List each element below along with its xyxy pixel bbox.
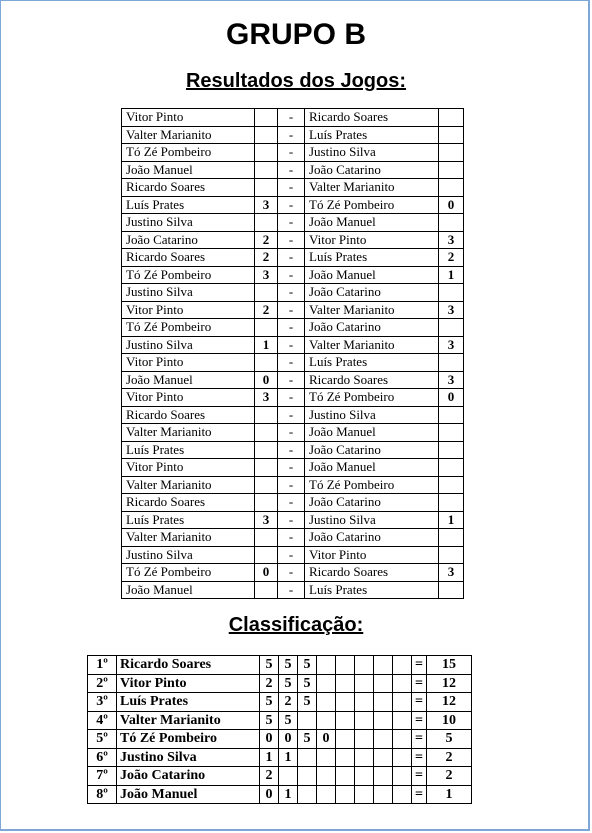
standings-points-cell: 5 [298, 693, 317, 712]
standings-points-cell: 0 [317, 730, 336, 749]
standings-points-cell [374, 711, 393, 730]
standings-points-cell: 0 [279, 730, 298, 749]
standings-position: 1º [88, 656, 117, 675]
standings-points-cell [355, 785, 374, 804]
match-row [122, 371, 464, 389]
standings-table [87, 655, 472, 804]
match-home-team: Vitor Pinto [122, 301, 255, 319]
standings-points-cell [298, 748, 317, 767]
standings-player: Vitor Pinto [117, 674, 260, 693]
match-home-team: Valter Marianito [122, 476, 255, 494]
match-home-score [255, 546, 278, 564]
match-away-score [439, 214, 464, 232]
standings-player: Tó Zé Pombeiro [117, 730, 260, 749]
standings-points-cell [317, 748, 336, 767]
match-home-score: 2 [255, 231, 278, 249]
standings-equals: = [412, 785, 427, 804]
match-home-score [255, 441, 278, 459]
results-heading: Resultados dos Jogos: [185, 70, 407, 92]
standings-points-cell [317, 656, 336, 675]
match-separator: - [278, 354, 305, 372]
standings-points-cell: 5 [260, 711, 279, 730]
match-home-score [255, 529, 278, 547]
match-home-score [255, 406, 278, 424]
match-separator: - [278, 231, 305, 249]
standings-row [88, 785, 472, 804]
match-separator: - [278, 144, 305, 162]
match-home-team: João Manuel [122, 371, 255, 389]
standings-points-cell: 5 [279, 656, 298, 675]
match-home-score [255, 126, 278, 144]
match-row [122, 284, 464, 302]
match-row [122, 494, 464, 512]
standings-points-cell [317, 674, 336, 693]
match-away-score [439, 529, 464, 547]
standings-points-cell [298, 711, 317, 730]
standings-equals: = [412, 674, 427, 693]
standings-player: Valter Marianito [117, 711, 260, 730]
match-away-team: Luís Prates [305, 126, 439, 144]
match-away-team: Justino Silva [305, 406, 439, 424]
standings-points-cell [355, 693, 374, 712]
match-separator: - [278, 371, 305, 389]
match-row [122, 301, 464, 319]
match-home-team: Tó Zé Pombeiro [122, 266, 255, 284]
match-home-team: Justino Silva [122, 546, 255, 564]
match-separator: - [278, 214, 305, 232]
standings-row [88, 656, 472, 675]
standings-points-cell [393, 711, 412, 730]
match-row [122, 459, 464, 477]
standings-points-cell [355, 656, 374, 675]
standings-points-cell: 5 [298, 730, 317, 749]
match-row [122, 196, 464, 214]
standings-points-cell [393, 693, 412, 712]
standings-equals: = [412, 693, 427, 712]
match-row [122, 581, 464, 599]
match-row [122, 109, 464, 127]
match-row [122, 179, 464, 197]
match-away-score [439, 441, 464, 459]
match-away-team: Luís Prates [305, 581, 439, 599]
match-home-team: Luís Prates [122, 511, 255, 529]
standings-points-cell: 1 [260, 748, 279, 767]
standings-points-cell [336, 674, 355, 693]
standings-total: 10 [427, 711, 472, 730]
match-row [122, 529, 464, 547]
match-away-score [439, 126, 464, 144]
classification-heading: Classificação: [228, 614, 364, 636]
match-away-team: João Catarino [305, 529, 439, 547]
match-away-score: 3 [439, 564, 464, 582]
match-separator: - [278, 301, 305, 319]
match-home-score: 2 [255, 249, 278, 267]
match-home-score: 3 [255, 266, 278, 284]
match-row [122, 319, 464, 337]
match-home-team: Luís Prates [122, 196, 255, 214]
match-row [122, 511, 464, 529]
standings-position: 3º [88, 693, 117, 712]
results-table [121, 108, 464, 599]
match-away-score: 3 [439, 231, 464, 249]
match-home-team: João Catarino [122, 231, 255, 249]
standings-equals: = [412, 748, 427, 767]
match-row [122, 424, 464, 442]
standings-points-cell: 5 [279, 711, 298, 730]
standings-points-cell: 2 [260, 767, 279, 786]
standings-total: 5 [427, 730, 472, 749]
match-home-team: Vitor Pinto [122, 109, 255, 127]
match-away-score [439, 494, 464, 512]
match-separator: - [278, 109, 305, 127]
match-row [122, 406, 464, 424]
match-home-score [255, 179, 278, 197]
standings-points-cell: 2 [260, 674, 279, 693]
match-home-score [255, 581, 278, 599]
match-away-team: João Catarino [305, 441, 439, 459]
standings-points-cell [298, 767, 317, 786]
match-separator: - [278, 161, 305, 179]
match-separator: - [278, 459, 305, 477]
match-away-score [439, 459, 464, 477]
match-home-score: 0 [255, 564, 278, 582]
match-home-team: Justino Silva [122, 214, 255, 232]
standings-position: 8º [88, 785, 117, 804]
standings-player: Luís Prates [117, 693, 260, 712]
standings-points-cell [317, 767, 336, 786]
match-separator: - [278, 336, 305, 354]
match-separator: - [278, 406, 305, 424]
match-away-team: Justino Silva [305, 144, 439, 162]
match-separator: - [278, 564, 305, 582]
standings-points-cell: 5 [298, 674, 317, 693]
standings-points-cell [336, 656, 355, 675]
standings-total: 12 [427, 693, 472, 712]
standings-player: Justino Silva [117, 748, 260, 767]
match-home-team: João Manuel [122, 161, 255, 179]
standings-points-cell [336, 730, 355, 749]
match-row [122, 231, 464, 249]
match-home-team: Valter Marianito [122, 126, 255, 144]
standings-points-cell: 1 [279, 748, 298, 767]
standings-row [88, 748, 472, 767]
match-away-team: Tó Zé Pombeiro [305, 389, 439, 407]
match-away-score [439, 109, 464, 127]
match-away-team: Valter Marianito [305, 301, 439, 319]
match-home-team: Ricardo Soares [122, 179, 255, 197]
match-away-team: João Catarino [305, 284, 439, 302]
match-away-team: João Manuel [305, 459, 439, 477]
match-row [122, 441, 464, 459]
match-home-score: 3 [255, 389, 278, 407]
match-separator: - [278, 266, 305, 284]
standings-equals: = [412, 730, 427, 749]
match-home-team: João Manuel [122, 581, 255, 599]
match-separator: - [278, 581, 305, 599]
match-home-score [255, 214, 278, 232]
standings-points-cell [336, 693, 355, 712]
standings-total: 2 [427, 767, 472, 786]
match-home-score: 1 [255, 336, 278, 354]
match-away-score [439, 424, 464, 442]
match-separator: - [278, 546, 305, 564]
standings-points-cell [336, 711, 355, 730]
match-separator: - [278, 284, 305, 302]
match-home-team: Justino Silva [122, 336, 255, 354]
match-home-score [255, 109, 278, 127]
standings-points-cell [393, 674, 412, 693]
standings-points-cell [355, 767, 374, 786]
standings-points-cell [374, 656, 393, 675]
match-home-score [255, 459, 278, 477]
standings-points-cell [374, 767, 393, 786]
standings-points-cell: 1 [279, 785, 298, 804]
match-row [122, 389, 464, 407]
standings-points-cell: 5 [260, 656, 279, 675]
match-home-team: Tó Zé Pombeiro [122, 564, 255, 582]
match-away-score [439, 354, 464, 372]
standings-points-cell [355, 674, 374, 693]
match-away-score: 0 [439, 389, 464, 407]
match-away-team: Justino Silva [305, 511, 439, 529]
match-row [122, 249, 464, 267]
standings-points-cell [374, 785, 393, 804]
match-separator: - [278, 126, 305, 144]
match-home-score [255, 424, 278, 442]
match-away-team: Valter Marianito [305, 179, 439, 197]
standings-row [88, 693, 472, 712]
match-row [122, 476, 464, 494]
match-away-team: Vitor Pinto [305, 546, 439, 564]
standings-points-cell [279, 767, 298, 786]
match-away-team: Ricardo Soares [305, 109, 439, 127]
match-separator: - [278, 249, 305, 267]
match-home-team: Justino Silva [122, 284, 255, 302]
match-away-team: João Manuel [305, 266, 439, 284]
standings-points-cell [355, 711, 374, 730]
match-home-team: Tó Zé Pombeiro [122, 319, 255, 337]
standings-row [88, 711, 472, 730]
standings-points-cell [393, 730, 412, 749]
match-away-score [439, 546, 464, 564]
match-home-team: Ricardo Soares [122, 249, 255, 267]
match-home-team: Vitor Pinto [122, 389, 255, 407]
match-away-team: João Catarino [305, 161, 439, 179]
match-away-team: Tó Zé Pombeiro [305, 476, 439, 494]
match-away-score: 3 [439, 336, 464, 354]
match-row [122, 354, 464, 372]
match-separator: - [278, 476, 305, 494]
standings-points-cell [374, 693, 393, 712]
match-away-team: Tó Zé Pombeiro [305, 196, 439, 214]
standings-points-cell [317, 711, 336, 730]
match-home-team: Vitor Pinto [122, 459, 255, 477]
match-away-team: Ricardo Soares [305, 564, 439, 582]
standings-points-cell [374, 674, 393, 693]
match-away-score [439, 179, 464, 197]
standings-points-cell [298, 785, 317, 804]
standings-total: 2 [427, 748, 472, 767]
match-away-score [439, 144, 464, 162]
match-away-score [439, 581, 464, 599]
match-row [122, 214, 464, 232]
match-away-team: Luís Prates [305, 354, 439, 372]
match-away-team: João Catarino [305, 494, 439, 512]
standings-position: 5º [88, 730, 117, 749]
match-home-team: Ricardo Soares [122, 494, 255, 512]
match-away-score: 1 [439, 511, 464, 529]
standings-total: 12 [427, 674, 472, 693]
match-home-score: 2 [255, 301, 278, 319]
standings-row [88, 767, 472, 786]
standings-points-cell [393, 656, 412, 675]
standings-equals: = [412, 767, 427, 786]
match-home-team: Ricardo Soares [122, 406, 255, 424]
standings-player: João Manuel [117, 785, 260, 804]
match-away-team: João Manuel [305, 214, 439, 232]
match-row [122, 564, 464, 582]
standings-points-cell: 0 [260, 730, 279, 749]
match-away-score [439, 284, 464, 302]
match-away-score: 3 [439, 301, 464, 319]
match-home-score [255, 476, 278, 494]
match-away-score: 1 [439, 266, 464, 284]
standings-points-cell [393, 767, 412, 786]
standings-points-cell: 0 [260, 785, 279, 804]
standings-points-cell: 5 [260, 693, 279, 712]
standings-player: Ricardo Soares [117, 656, 260, 675]
standings-position: 4º [88, 711, 117, 730]
match-away-score [439, 161, 464, 179]
match-away-score: 2 [439, 249, 464, 267]
match-row [122, 546, 464, 564]
match-separator: - [278, 389, 305, 407]
standings-row [88, 730, 472, 749]
match-separator: - [278, 424, 305, 442]
standings-points-cell [336, 785, 355, 804]
match-row [122, 126, 464, 144]
standings-points-cell [393, 748, 412, 767]
standings-position: 2º [88, 674, 117, 693]
standings-points-cell [355, 730, 374, 749]
standings-points-cell [336, 748, 355, 767]
match-separator: - [278, 494, 305, 512]
standings-points-cell [374, 748, 393, 767]
standings-total: 1 [427, 785, 472, 804]
match-away-score: 3 [439, 371, 464, 389]
match-away-score: 0 [439, 196, 464, 214]
match-row [122, 144, 464, 162]
match-away-score [439, 319, 464, 337]
match-away-team: Ricardo Soares [305, 371, 439, 389]
standings-equals: = [412, 656, 427, 675]
standings-points-cell [374, 730, 393, 749]
standings-points-cell [317, 785, 336, 804]
match-separator: - [278, 196, 305, 214]
page-title: GRUPO B [225, 18, 366, 51]
match-away-score [439, 476, 464, 494]
standings-position: 6º [88, 748, 117, 767]
match-home-score: 3 [255, 511, 278, 529]
match-separator: - [278, 179, 305, 197]
match-home-score [255, 144, 278, 162]
match-away-team: Valter Marianito [305, 336, 439, 354]
match-row [122, 336, 464, 354]
match-separator: - [278, 511, 305, 529]
match-away-team: João Catarino [305, 319, 439, 337]
match-home-score [255, 161, 278, 179]
standings-points-cell: 5 [298, 656, 317, 675]
match-away-team: Vitor Pinto [305, 231, 439, 249]
standings-points-cell [336, 767, 355, 786]
standings-points-cell [393, 785, 412, 804]
match-row [122, 266, 464, 284]
standings-total: 15 [427, 656, 472, 675]
standings-position: 7º [88, 767, 117, 786]
match-home-score [255, 319, 278, 337]
match-away-team: João Manuel [305, 424, 439, 442]
match-separator: - [278, 441, 305, 459]
match-separator: - [278, 319, 305, 337]
match-home-score [255, 284, 278, 302]
match-home-score [255, 354, 278, 372]
standings-points-cell: 2 [279, 693, 298, 712]
match-home-team: Valter Marianito [122, 424, 255, 442]
standings-points-cell [355, 748, 374, 767]
match-home-team: Tó Zé Pombeiro [122, 144, 255, 162]
match-home-team: Valter Marianito [122, 529, 255, 547]
match-away-team: Luís Prates [305, 249, 439, 267]
standings-row [88, 674, 472, 693]
match-away-score [439, 406, 464, 424]
standings-player: João Catarino [117, 767, 260, 786]
match-home-team: Luís Prates [122, 441, 255, 459]
standings-equals: = [412, 711, 427, 730]
match-home-score: 0 [255, 371, 278, 389]
match-home-score [255, 494, 278, 512]
match-separator: - [278, 529, 305, 547]
standings-points-cell [317, 693, 336, 712]
match-home-team: Vitor Pinto [122, 354, 255, 372]
match-row [122, 161, 464, 179]
match-home-score: 3 [255, 196, 278, 214]
standings-points-cell: 5 [279, 674, 298, 693]
